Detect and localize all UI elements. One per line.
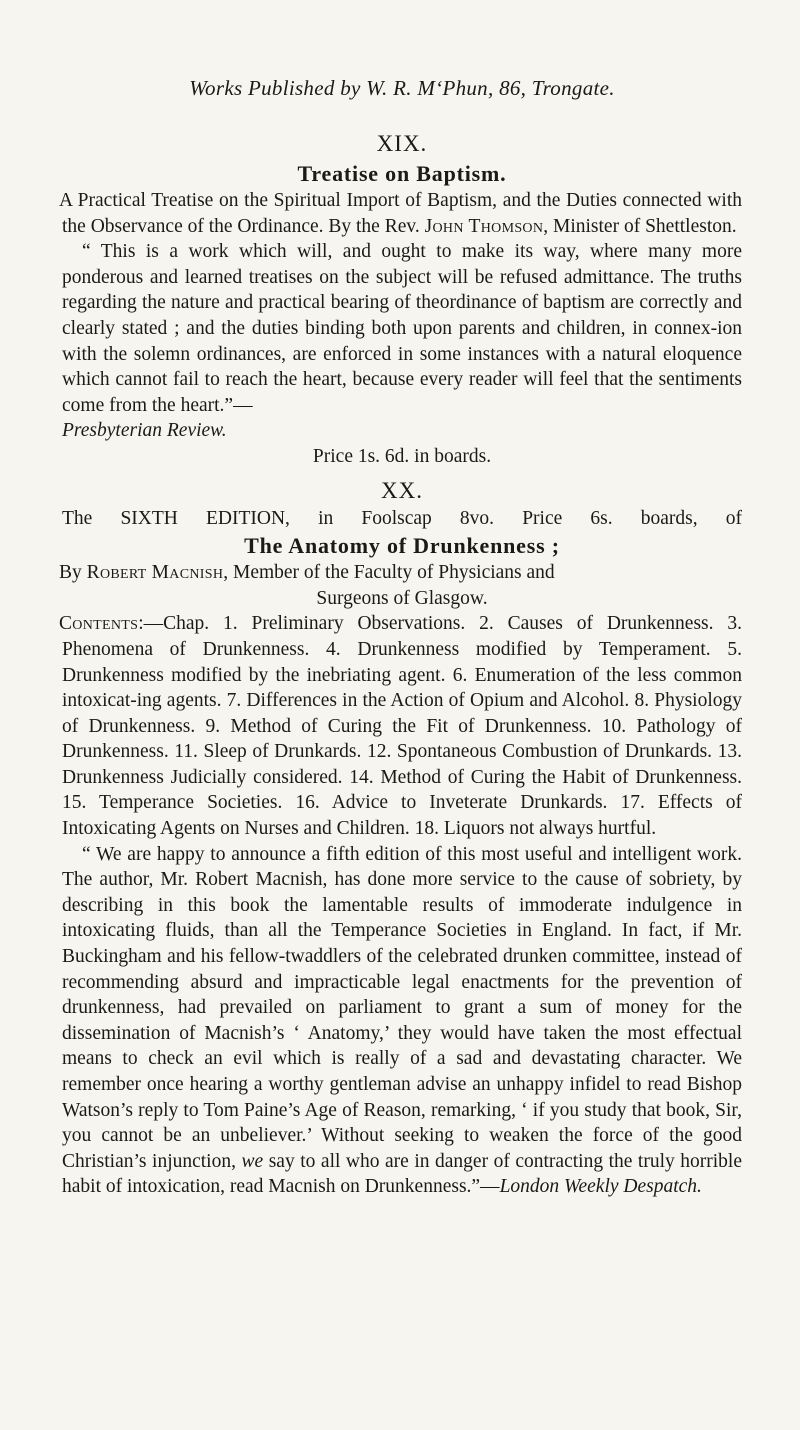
section-heading: The Anatomy of Drunkenness ; [244, 533, 560, 559]
description-text: A Practical Treatise on the Spiritual Import of Baptism, and the Duties connected with the Observance of the Ordinance. By the Rev. [59, 190, 742, 237]
author-name: John Thomson [424, 215, 544, 237]
section-xx [59, 476, 743, 1200]
author-role-continued: Surgeons of Glasgow. [316, 587, 488, 609]
review-quote [62, 842, 742, 1200]
contents-text: :—Chap. 1. Preliminary Observations. 2. Causes of Drunkenness. 3. Phenomena of Drunkenness. 4. Drunkenness modified by Temperament. 5. Drunkenness modified by the inebriating agent. 6. Enumeration of the less common intoxicat-ing agents. 7. Differences in the Action of Opium and Alcohol. 8. Physiology of Drunkenness. 9. Method of Curing the Fit of Drunkenness. 10. Pathology of Drunkenness. 11. Sleep of Drunkards. 12. Spontaneous Combustion of Drunkards. 13. Drunkenness Judicially considered. 14. Method of Curing the Habit of Drunkenness. 15. Temperance Societies. 16. Advice to Inveterate Drunkards. 17. Effects of Intoxicating Agents on Nurses and Children. 18. Liquors not always hurtful. [62, 613, 742, 840]
section-xix [59, 129, 742, 470]
book-description [59, 188, 742, 239]
contents-label: Contents [59, 613, 139, 635]
review-emphasis: we [241, 1150, 264, 1172]
review-quote-text-a: “ We are happy to announce a fifth edition of this most useful and intelligent work. The author, Mr. Robert Macnish, has done more service to the cause of sobriety, by describing in this book the lamentable results of immoderate indulgence in intoxicating fluids, than all the Temperance Societies in England. In fact, if Mr. Buckingham and his fellow-twaddlers of the celebrated drunken committee, instead of recommending absurd and impracticable legal enactments for the prevention of drunkenness, had prevailed on parliament to grant a sum of money for the dissemination of Macnish’s ‘ Anatomy,’ they would have taken the most effectual means to check an evil which is really of a sad and devastating character. We remember once hearing a worthy gentleman advise an unhappy infidel to read Bishop Watson’s reply to Tom Paine’s Age of Reason, remarking, ‘ if you study that book, Sir, you cannot be an unbeliever.’ Without seeking to weaken the force of the good Christian’s injunction, [62, 843, 742, 1172]
review-quote-text: “ This is a work which will, and ought to make its way, where many more ponderous and learned treatises on the subject will be refused admittance. The truths regarding the nature and practical bearing of theordinance of baptism are correctly and clearly stated ; and the duties binding both upon parents and children, in connex-ion with the solemn ordinances, are enforced in some instances with a natural eloquence which cannot fail to reach the heart, because every reader will feel that the sentiments come from the heart.”— [62, 241, 742, 416]
author-role: , Minister of Shettleston. [543, 215, 737, 237]
review-quote-text-b: say to all who are in danger of contracting the truly horrible habit of intoxication, read Macnish on Drunkenness.”— [62, 1150, 743, 1198]
review-quote [62, 239, 742, 444]
section-heading: Treatise on Baptism. [297, 161, 507, 186]
price: Price 1s. 6d. in boards. [312, 445, 492, 467]
author-role: , Member of the Faculty of Physicians and [223, 562, 555, 584]
review-source: London Weekly Despatch. [499, 1176, 702, 1198]
section-number: XIX. [376, 131, 428, 156]
section-number: XX. [381, 477, 423, 503]
author-line [59, 560, 742, 586]
by-prefix: By [59, 562, 82, 584]
review-source: Presbyterian Review. [62, 420, 227, 442]
edition-line: The SIXTH EDITION, in Foolscap 8vo. Price 6s. boards, of [62, 507, 742, 529]
contents-list [59, 611, 742, 841]
running-head: Works Published by W. R. M‘Phun, 86, Trongate. [189, 76, 615, 100]
author-name: Robert Macnish [86, 562, 224, 584]
